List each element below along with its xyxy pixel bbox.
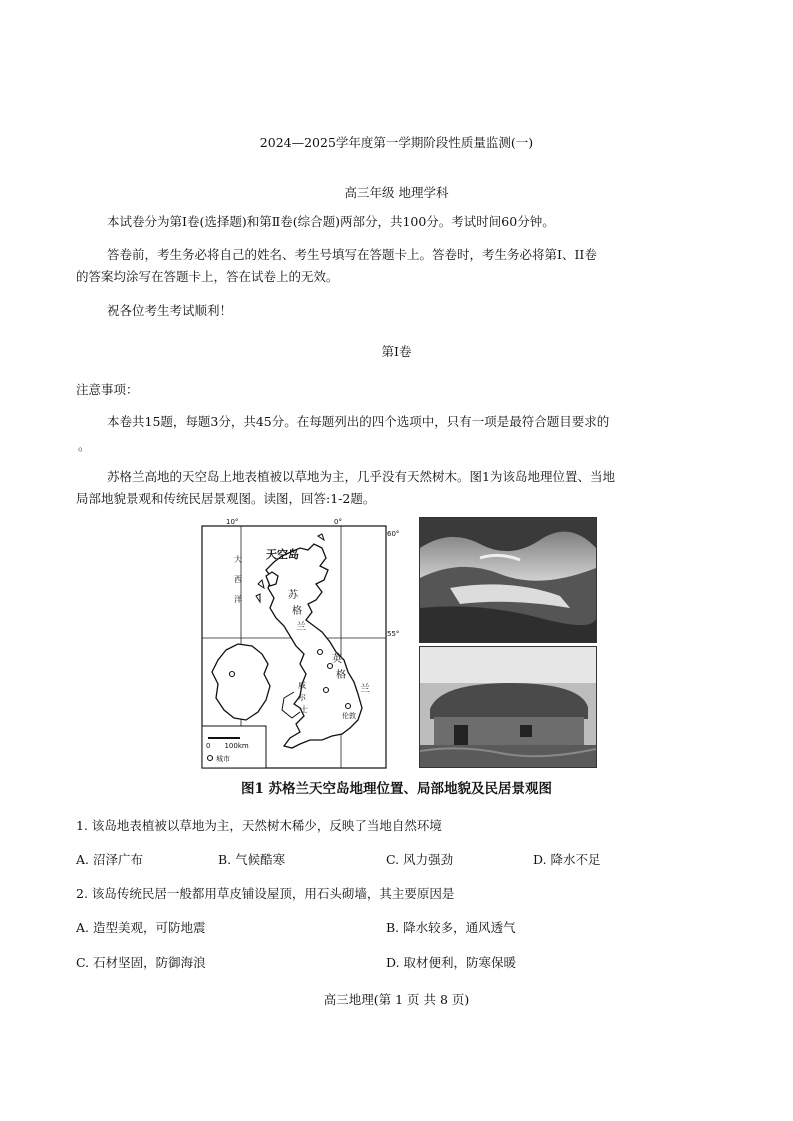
- legend-city-label: 城市: [216, 755, 230, 763]
- ocean-label-3: 洋: [234, 595, 242, 604]
- notice-label: 注意事项：: [76, 382, 139, 397]
- question-2-stem: 2. 该岛传统民居一般都用草皮铺设屋顶，用石头砌墙，其主要原因是: [76, 886, 455, 901]
- question-1-option-a[interactable]: A. 沼泽广布: [76, 852, 143, 867]
- scotland-label-2: 格: [292, 606, 302, 617]
- question-1-stem: 1. 该岛地表植被以草地为主，天然树木稀少，反映了当地自然环境: [76, 818, 442, 833]
- question-1-option-d[interactable]: D. 降水不足: [533, 852, 601, 867]
- intro-line-3: 祝各位考生考试顺利！: [107, 303, 233, 318]
- wales-label-2: 尔: [298, 693, 306, 702]
- wales-label-3: 士: [300, 705, 308, 714]
- exam-title: 2024—2025学年度第一学期阶段性质量监测(一): [259, 135, 534, 150]
- england-label-3: 兰: [360, 684, 370, 695]
- question-2-option-a[interactable]: A. 造型美观，可防地震: [76, 920, 206, 935]
- landscape-photo: [419, 517, 597, 643]
- intro-line-2b: 的答案均涂写在答题卡上，答在试卷上的无效。: [76, 269, 339, 284]
- stem-line-2: 局部地貌景观和传统民居景观图。读图，回答:1-2题。: [76, 491, 376, 506]
- city-marker: [230, 672, 235, 677]
- scale-label: 0 100km: [206, 742, 249, 750]
- map-svg: [196, 514, 400, 772]
- question-2-option-d[interactable]: D. 取材便利，防寒保暖: [386, 955, 517, 970]
- lon-label-0: 0°: [334, 518, 342, 526]
- page-footer: 高三地理(第 1 页 共 8 页): [323, 992, 470, 1007]
- lat-label-55: 55°: [387, 630, 400, 638]
- ocean-label-1: 大: [234, 555, 242, 564]
- question-2-option-b[interactable]: B. 降水较多，通风透气: [386, 920, 516, 935]
- figure-caption: 图1 苏格兰天空岛地理位置、局部地貌及民居景观图: [240, 781, 553, 797]
- wales-label-1: 威: [298, 681, 306, 690]
- skye-label: 天空岛: [266, 548, 299, 561]
- question-2-option-c[interactable]: C. 石材坚固，防御海浪: [76, 955, 206, 970]
- notice-text-a: 本卷共15题，每题3分，共45分。在每题列出的四个选项中，只有一项是最符合题目要求的: [107, 414, 610, 429]
- scotland-label-1: 苏: [288, 590, 298, 601]
- question-1-option-c[interactable]: C. 风力强劲: [386, 852, 454, 867]
- legend-city-icon: [208, 756, 213, 761]
- london-label: 伦敦: [342, 712, 356, 720]
- house-photo: [419, 646, 597, 768]
- ocean-label-2: 西: [234, 575, 242, 584]
- notice-text-b: 。: [78, 438, 91, 453]
- lat-label-60: 60°: [387, 530, 400, 538]
- exam-subtitle: 高三年级 地理学科: [344, 185, 449, 200]
- question-1-option-b[interactable]: B. 气候酷寒: [218, 852, 286, 867]
- intro-line-1: 本试卷分为第Ⅰ卷(选择题)和第Ⅱ卷(综合题)两部分，共100分。考试时间60分钟。: [107, 214, 555, 229]
- england-label-1: 英: [332, 654, 342, 665]
- london-marker: [346, 704, 351, 709]
- intro-line-2a: 答卷前，考生务必将自己的姓名、考生号填写在答题卡上。答卷时，考生务必将第Ⅰ、II卷: [107, 247, 597, 262]
- city-marker: [318, 650, 323, 655]
- section-title: 第Ⅰ卷: [381, 344, 412, 359]
- stem-line-1: 苏格兰高地的天空岛上地表植被以草地为主，几乎没有天然树木。图1为该岛地理位置、当地: [107, 469, 615, 484]
- scotland-label-3: 兰: [296, 622, 306, 633]
- lon-label-10: 10°: [226, 518, 239, 526]
- england-label-2: 格: [336, 670, 346, 681]
- city-marker: [324, 688, 329, 693]
- figure-map: [196, 514, 400, 772]
